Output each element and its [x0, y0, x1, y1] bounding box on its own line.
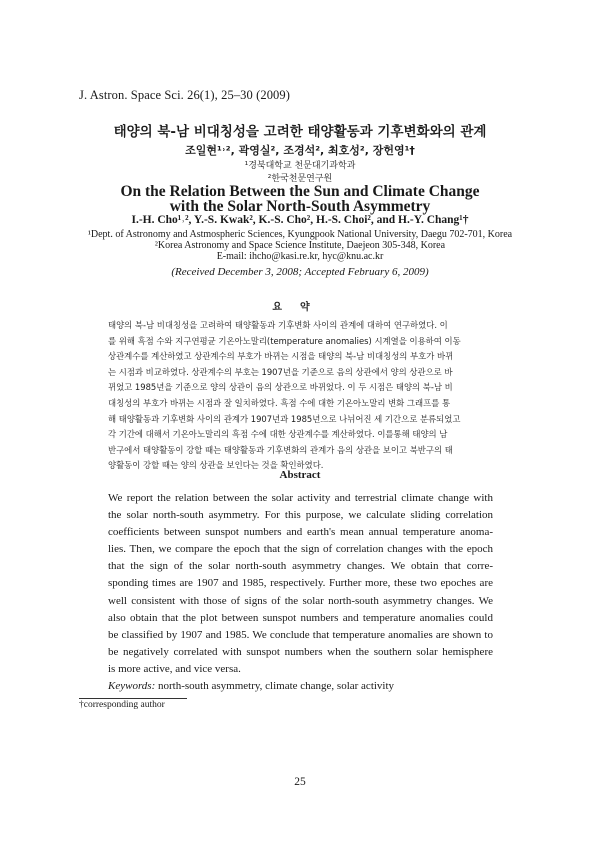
abstract-line: be negatively correlated with sunspot numbers when the southern solar hemisphere [108, 645, 493, 658]
korean-affiliation-2: ²한국천문연구원 [267, 174, 333, 184]
author-email: E-mail: ihcho@kasi.re.kr, hyc@knu.ac.kr [216, 251, 384, 262]
korean-abstract-line: 반구에서 태양활동이 강할 때는 태양활동과 기후변화의 관계가 음의 상관을 보이고 북반구의 태 [108, 444, 453, 455]
korean-abstract-line: 양활동이 강할 때는 양의 상관을 보인다는 것을 확인하였다. [108, 460, 324, 471]
keywords [108, 680, 394, 692]
abstract-line: is more active, and vice versa. [108, 662, 241, 675]
english-affiliation-1: ¹Dept. of Astronomy and Astmospheric Sciences, Kyungpook National University, Daegu 702-701, Korea [87, 229, 513, 240]
korean-abstract-line: 뀌었고 1985년을 기준으로 양의 상관이 음의 상관으로 바뀌었다. 이 두 시점은 태양의 북-남 비 [108, 382, 453, 393]
korean-abstract-line: 대칭성의 부호가 바뀌는 시점과 잘 일치하였다. 흑점 수에 대한 기온아노말리 변화 그래프를 통 [108, 397, 451, 408]
korean-abstract-line: 태양의 북-남 비대칭성을 고려하여 태양활동과 기후변화 사이의 관계에 대하여 연구하였다. 이 [108, 320, 448, 330]
english-affiliation-2: ²Korea Astronomy and Space Science Institute, Daejeon 305-348, Korea [154, 240, 446, 251]
page-number: 25 [294, 776, 306, 788]
footnote: †corresponding author [79, 700, 165, 710]
english-title [0, 184, 600, 214]
abstract-line: the solar north-south asymmetry. For this purpose, we calculate sliding correlation [108, 509, 493, 522]
abstract-line: lies. Then, we compare the epoch that the sign of correlation changes with the epoch [108, 543, 493, 556]
english-authors: I.-H. Cho¹˒², Y.-S. Kwak², K.-S. Cho², H.-S. Choi², and H.-Y. Chang¹† [131, 214, 469, 226]
abstract-line: sponding times are 1907 and 1985, respectively. Further more, these two epoches are [108, 577, 493, 590]
abstract-line: well consistent with those of signs of the solar north-south asymmetry changes. We [108, 594, 493, 607]
korean-affiliation-1: ¹경북대학교 천문대기과학과 [244, 161, 356, 171]
english-title-line-1: On the Relation Between the Sun and Climate Change [120, 183, 480, 200]
journal-reference: J. Astron. Space Sci. 26(1), 25–30 (2009) [79, 88, 291, 102]
korean-abstract-line: 해 태양활동과 기후변화 사이의 관계가 1907년과 1985년으로 나뉘어진 세 기간으로 분류되었고 [108, 413, 461, 424]
received-dates: (Received December 3, 2008; Accepted February 6, 2009) [171, 266, 429, 278]
abstract-heading: Abstract [279, 469, 321, 481]
korean-abstract-heading: 요약 [272, 302, 328, 313]
korean-abstract-line: 각 기간에 대해서 기온아노말리의 흑점 수에 대한 상관계수를 계산하였다. 이를통해 태양의 남 [108, 429, 448, 440]
korean-abstract [108, 318, 493, 474]
korean-title: 태양의 북-남 비대칭성을 고려한 태양활동과 기후변화와의 관계 [113, 124, 487, 140]
korean-authors: 조일현¹˒², 곽영실², 조경석², 최호성², 장헌영¹† [185, 144, 415, 157]
keywords-label: Keywords: [108, 680, 156, 692]
korean-abstract-line: 는 시점과 비교하였다. 상관계수의 부호는 1907년을 기준으로 음의 상관에서 양의 상관으로 바 [108, 366, 453, 377]
abstract-line: coefficients between sunspot numbers and earth's mean annual temperature anoma- [108, 526, 493, 539]
keywords-text: north-south asymmetry, climate change, solar activity [158, 680, 395, 692]
abstract-line: be classified by 1907 and 1985. We conclude that temperature anomalies are shown to [108, 628, 493, 641]
footnote-divider [79, 698, 187, 699]
abstract-line: that the sign of the solar north-south asymmetry changes. We obtain that corre- [108, 560, 493, 573]
abstract-line: We report the relation between the solar activity and terrestrial climate change with [108, 492, 493, 504]
abstract-body [108, 490, 493, 678]
korean-abstract-line: 상관계수를 계산하였고 상관계수의 부호가 바뀌는 시점을 태양의 북-남 비대칭성의 부호가 바뀌 [108, 351, 454, 362]
abstract-line: also obtain that the plot between sunspot numbers and temperature anomalies could [108, 611, 493, 624]
korean-abstract-line: 를 위해 흑점 수와 지구연평균 기온아노말리(temperature anomalies) 시계열을 이용하여 이동 [108, 335, 461, 346]
english-title-line-2: with the Solar North-South Asymmetry [169, 198, 431, 215]
